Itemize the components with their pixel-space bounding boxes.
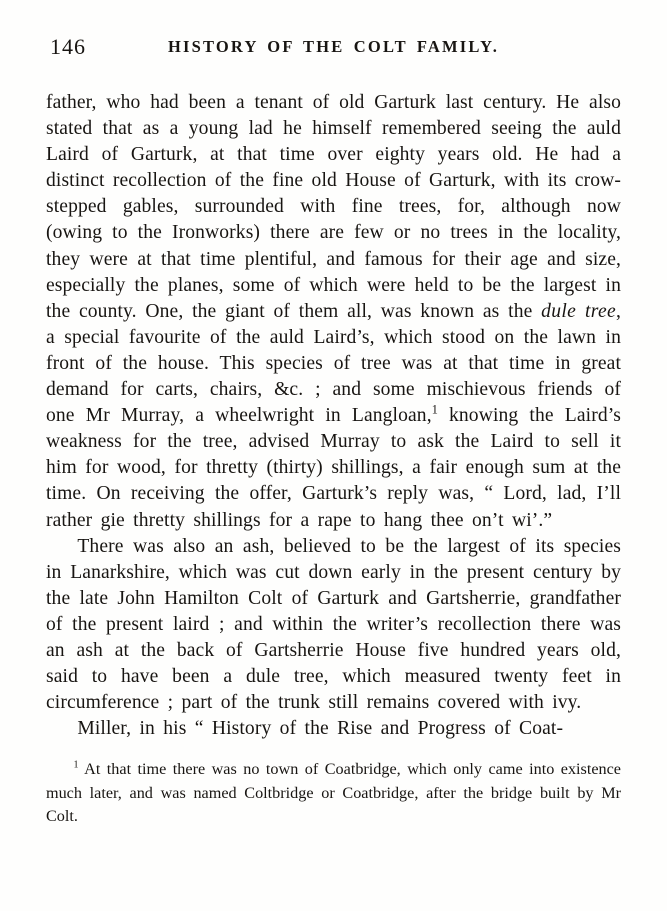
footnote (46, 758, 621, 829)
body-text (46, 90, 621, 742)
paragraph-1: father, who had been a tenant of old Garturk last century. He also stated that as a young lad he himself remembered seeing the auld Laird of Garturk, at that time over eighty years old. He had a distinct recollection of the fine old House of Garturk, with its crow-stepped gables, surrounded with fine trees, for, although now (owing to the Ironworks) there are few or no trees in the locality, they were at that time plentiful, and famous for their age and size, especially the planes, some of which were held to be the largest in the county. One, the giant of them all, was known as the dule tree, a special favourite of the auld Laird’s, which stood on the lawn in front of the house. This species of tree was at that time in great demand for carts, chairs, &c. ; and some mischievous friends of one Mr Murray, a wheelwright in Langloan,$^1$ knowing the Laird’s weakness for the tree, advised Murray to ask the Laird to sell it him for wood, for thretty (thirty) shillings, a fair enough sum at the time. On receiving the offer, Garturk’s reply was, “ Lord, lad, I’ll rather gie thretty shillings for a rape to hang thee on’t wi’.” (46, 92, 621, 531)
page-number: 146 (50, 34, 86, 59)
page-header-title: HISTORY OF THE COLT FAMILY. (167, 37, 500, 56)
running-header (46, 34, 621, 64)
paragraph-2: There was also an ash, believed to be the largest of its species in Lanarkshire, which was cut down early in the present century by the late John Hamilton Colt of Garturk and Gartsherrie, grandfather of the present laird ; and within the writer’s recollection there was an ash at the back of Gartsherrie House five hundred years old, said to have been a dule tree, which measured twenty feet in circumference ; part of the trunk still remains covered with ivy. (46, 535, 621, 714)
footnote-text: $^1$ At that time there was no town of Coatbridge, which only came into existence much later, and was named Coltbridge or Coatbridge, after the bridge built by Mr Colt. (46, 759, 621, 826)
paragraph-3: Miller, in his “ History of the Rise and Progress of Coat- (77, 718, 564, 740)
